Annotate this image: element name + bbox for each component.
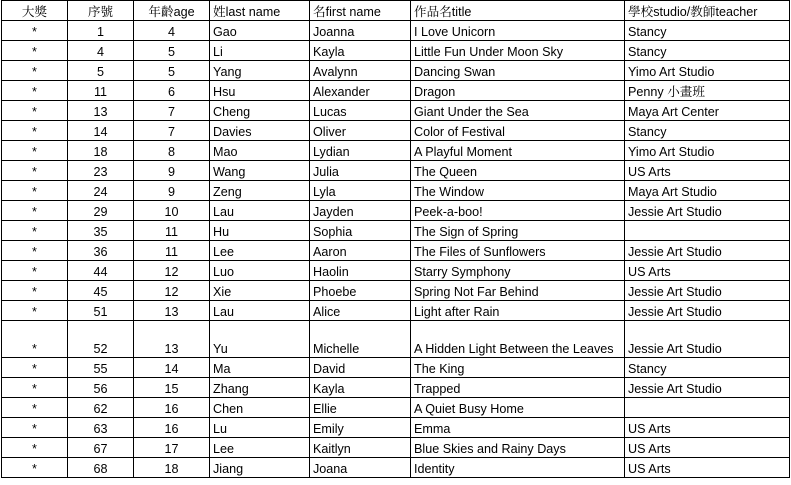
cell-number: 45: [68, 281, 134, 301]
table-row: [2, 121, 790, 141]
cell-first-name: Avalynn: [310, 61, 411, 81]
cell-age: 4: [134, 21, 210, 41]
cell-last-name: Hu: [210, 221, 310, 241]
cell-award: *: [2, 458, 68, 478]
cell-last-name: Lee: [210, 438, 310, 458]
header-row: [2, 1, 790, 21]
cell-last-name: Li: [210, 41, 310, 61]
cell-last-name: Luo: [210, 261, 310, 281]
table-row: [2, 161, 790, 181]
cell-award: *: [2, 61, 68, 81]
cell-age: 18: [134, 458, 210, 478]
cell-studio: Stancy: [625, 358, 790, 378]
table-row: [2, 241, 790, 261]
cell-number: 23: [68, 161, 134, 181]
cell-number: 24: [68, 181, 134, 201]
cell-title: A Hidden Light Between the Leaves: [411, 321, 625, 358]
cell-studio: [625, 398, 790, 418]
cell-age: 12: [134, 261, 210, 281]
cell-age: 7: [134, 101, 210, 121]
cell-studio: Yimo Art Studio: [625, 61, 790, 81]
cell-studio: Stancy: [625, 41, 790, 61]
cell-studio: Jessie Art Studio: [625, 321, 790, 358]
cell-award: *: [2, 161, 68, 181]
cell-title: Dragon: [411, 81, 625, 101]
cell-award: *: [2, 21, 68, 41]
cell-number: 68: [68, 458, 134, 478]
cell-award: *: [2, 378, 68, 398]
cell-age: 15: [134, 378, 210, 398]
cell-title: Blue Skies and Rainy Days: [411, 438, 625, 458]
table-row: [2, 261, 790, 281]
table-row: [2, 101, 790, 121]
cell-award: *: [2, 181, 68, 201]
cell-title: Little Fun Under Moon Sky: [411, 41, 625, 61]
cell-first-name: Lyla: [310, 181, 411, 201]
cell-award: *: [2, 418, 68, 438]
cell-age: 7: [134, 121, 210, 141]
cell-title: Identity: [411, 458, 625, 478]
table-row: [2, 81, 790, 101]
cell-last-name: Yu: [210, 321, 310, 358]
cell-title: Giant Under the Sea: [411, 101, 625, 121]
cell-last-name: Mao: [210, 141, 310, 161]
cell-age: 16: [134, 418, 210, 438]
cell-age: 6: [134, 81, 210, 101]
cell-title: The Files of Sunflowers: [411, 241, 625, 261]
cell-title: The Queen: [411, 161, 625, 181]
table-row: [2, 141, 790, 161]
table-row: [2, 61, 790, 81]
cell-last-name: Lau: [210, 201, 310, 221]
cell-studio: Jessie Art Studio: [625, 201, 790, 221]
cell-age: 11: [134, 241, 210, 261]
cell-age: 5: [134, 41, 210, 61]
cell-studio: Stancy: [625, 121, 790, 141]
cell-first-name: David: [310, 358, 411, 378]
header-number: 序號: [68, 1, 134, 21]
header-studio: 學校studio/教師teacher: [625, 1, 790, 21]
cell-number: 4: [68, 41, 134, 61]
cell-number: 36: [68, 241, 134, 261]
cell-age: 16: [134, 398, 210, 418]
cell-award: *: [2, 41, 68, 61]
cell-last-name: Lau: [210, 301, 310, 321]
cell-studio: Penny 小畫班: [625, 81, 790, 101]
cell-award: *: [2, 321, 68, 358]
cell-age: 8: [134, 141, 210, 161]
header-first-name: 名first name: [310, 1, 411, 21]
table-row: [2, 418, 790, 438]
table-row: [2, 321, 790, 358]
cell-first-name: Michelle: [310, 321, 411, 358]
cell-studio: US Arts: [625, 418, 790, 438]
cell-number: 52: [68, 321, 134, 358]
cell-first-name: Jayden: [310, 201, 411, 221]
cell-last-name: Xie: [210, 281, 310, 301]
cell-number: 11: [68, 81, 134, 101]
cell-studio: Maya Art Studio: [625, 181, 790, 201]
cell-number: 29: [68, 201, 134, 221]
table-row: [2, 358, 790, 378]
cell-award: *: [2, 261, 68, 281]
cell-first-name: Kayla: [310, 41, 411, 61]
cell-age: 10: [134, 201, 210, 221]
cell-age: 5: [134, 61, 210, 81]
cell-studio: Jessie Art Studio: [625, 378, 790, 398]
cell-award: *: [2, 101, 68, 121]
cell-first-name: Lucas: [310, 101, 411, 121]
cell-studio: Maya Art Center: [625, 101, 790, 121]
table-header: [2, 1, 790, 21]
cell-title: Trapped: [411, 378, 625, 398]
table-body: [2, 21, 790, 478]
cell-first-name: Kayla: [310, 378, 411, 398]
header-last-name: 姓last name: [210, 1, 310, 21]
cell-studio: [625, 221, 790, 241]
cell-title: Starry Symphony: [411, 261, 625, 281]
cell-number: 1: [68, 21, 134, 41]
cell-title: Spring Not Far Behind: [411, 281, 625, 301]
cell-studio: Jessie Art Studio: [625, 301, 790, 321]
header-award: 大獎: [2, 1, 68, 21]
cell-age: 14: [134, 358, 210, 378]
cell-title: Emma: [411, 418, 625, 438]
cell-studio: Stancy: [625, 21, 790, 41]
cell-studio: US Arts: [625, 161, 790, 181]
cell-last-name: Gao: [210, 21, 310, 41]
cell-age: 12: [134, 281, 210, 301]
cell-award: *: [2, 281, 68, 301]
cell-title: Color of Festival: [411, 121, 625, 141]
cell-last-name: Lu: [210, 418, 310, 438]
cell-award: *: [2, 221, 68, 241]
cell-number: 63: [68, 418, 134, 438]
cell-studio: Jessie Art Studio: [625, 281, 790, 301]
cell-award: *: [2, 301, 68, 321]
cell-first-name: Oliver: [310, 121, 411, 141]
cell-studio: Yimo Art Studio: [625, 141, 790, 161]
header-title: 作品名title: [411, 1, 625, 21]
cell-last-name: Davies: [210, 121, 310, 141]
table-row: [2, 458, 790, 478]
cell-award: *: [2, 81, 68, 101]
cell-award: *: [2, 241, 68, 261]
cell-number: 67: [68, 438, 134, 458]
cell-award: *: [2, 358, 68, 378]
cell-last-name: Hsu: [210, 81, 310, 101]
cell-first-name: Phoebe: [310, 281, 411, 301]
cell-number: 62: [68, 398, 134, 418]
cell-number: 18: [68, 141, 134, 161]
cell-age: 9: [134, 181, 210, 201]
cell-number: 13: [68, 101, 134, 121]
cell-first-name: Alice: [310, 301, 411, 321]
cell-award: *: [2, 121, 68, 141]
cell-first-name: Kaitlyn: [310, 438, 411, 458]
cell-title: Dancing Swan: [411, 61, 625, 81]
cell-age: 13: [134, 301, 210, 321]
table-row: [2, 398, 790, 418]
table-row: [2, 378, 790, 398]
cell-title: Light after Rain: [411, 301, 625, 321]
cell-first-name: Sophia: [310, 221, 411, 241]
cell-last-name: Jiang: [210, 458, 310, 478]
cell-age: 17: [134, 438, 210, 458]
cell-age: 13: [134, 321, 210, 358]
cell-number: 56: [68, 378, 134, 398]
cell-first-name: Ellie: [310, 398, 411, 418]
cell-last-name: Cheng: [210, 101, 310, 121]
cell-last-name: Chen: [210, 398, 310, 418]
table-row: [2, 41, 790, 61]
cell-first-name: Haolin: [310, 261, 411, 281]
cell-title: A Quiet Busy Home: [411, 398, 625, 418]
cell-age: 11: [134, 221, 210, 241]
cell-award: *: [2, 398, 68, 418]
cell-studio: US Arts: [625, 458, 790, 478]
table-row: [2, 221, 790, 241]
cell-first-name: Lydian: [310, 141, 411, 161]
cell-number: 55: [68, 358, 134, 378]
cell-title: The King: [411, 358, 625, 378]
awards-table: [1, 0, 790, 478]
cell-number: 44: [68, 261, 134, 281]
cell-studio: Jessie Art Studio: [625, 241, 790, 261]
cell-first-name: Aaron: [310, 241, 411, 261]
cell-first-name: Julia: [310, 161, 411, 181]
cell-studio: US Arts: [625, 261, 790, 281]
cell-number: 5: [68, 61, 134, 81]
cell-first-name: Joana: [310, 458, 411, 478]
header-age: 年齡age: [134, 1, 210, 21]
cell-first-name: Alexander: [310, 81, 411, 101]
cell-title: Peek-a-boo!: [411, 201, 625, 221]
cell-title: I Love Unicorn: [411, 21, 625, 41]
cell-title: A Playful Moment: [411, 141, 625, 161]
cell-last-name: Zhang: [210, 378, 310, 398]
cell-studio: US Arts: [625, 438, 790, 458]
cell-last-name: Wang: [210, 161, 310, 181]
table-row: [2, 21, 790, 41]
cell-first-name: Joanna: [310, 21, 411, 41]
cell-number: 51: [68, 301, 134, 321]
table-row: [2, 301, 790, 321]
cell-first-name: Emily: [310, 418, 411, 438]
cell-award: *: [2, 438, 68, 458]
cell-last-name: Ma: [210, 358, 310, 378]
cell-number: 14: [68, 121, 134, 141]
table-row: [2, 181, 790, 201]
cell-last-name: Zeng: [210, 181, 310, 201]
cell-title: The Window: [411, 181, 625, 201]
table-row: [2, 438, 790, 458]
table-row: [2, 201, 790, 221]
cell-last-name: Lee: [210, 241, 310, 261]
cell-title: The Sign of Spring: [411, 221, 625, 241]
cell-number: 35: [68, 221, 134, 241]
cell-last-name: Yang: [210, 61, 310, 81]
cell-award: *: [2, 141, 68, 161]
cell-age: 9: [134, 161, 210, 181]
table-row: [2, 281, 790, 301]
cell-award: *: [2, 201, 68, 221]
